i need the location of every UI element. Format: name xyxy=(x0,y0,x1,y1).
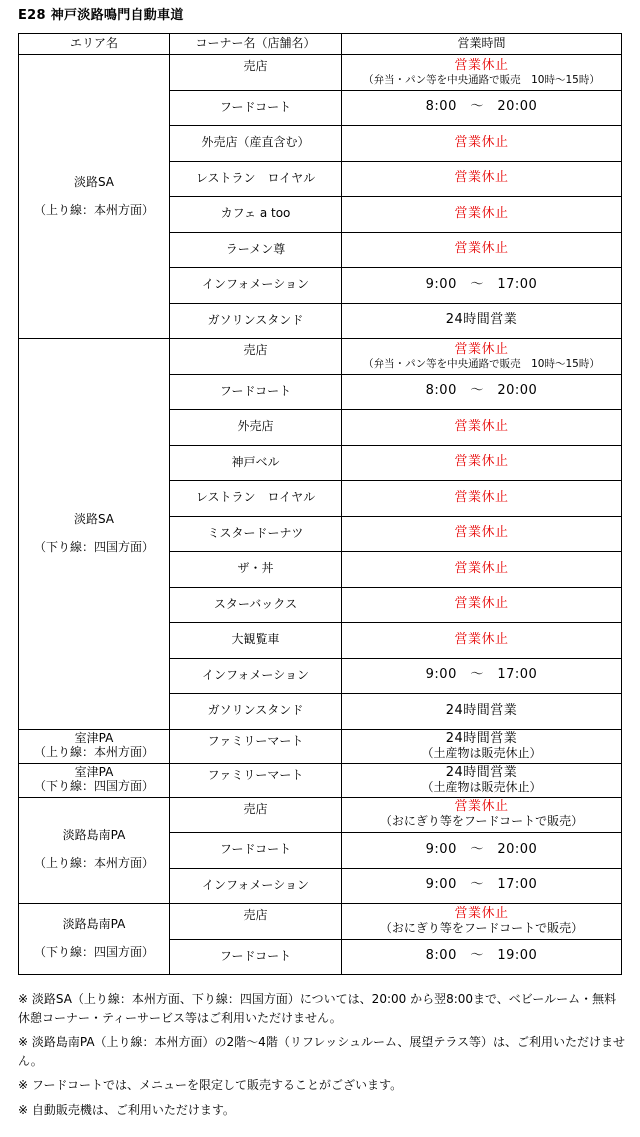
status-closed: 営業休止 xyxy=(454,57,509,73)
hours-note: （おにぎり等をフードコートで販売） xyxy=(379,920,584,935)
header-hours: 営業時間 xyxy=(342,34,622,55)
corner-cell: 神戸ベル xyxy=(170,445,342,481)
hours-text: 9:00 ～ 20:00 xyxy=(425,841,538,857)
corner-cell: ファミリーマート xyxy=(170,763,342,797)
hours-cell xyxy=(342,904,622,940)
corner-cell: 売店 xyxy=(170,55,342,91)
table-row xyxy=(19,55,622,91)
page-title: E28 神戸淡路鳴門自動車道 xyxy=(18,8,184,23)
area-name: 淡路島南PA xyxy=(62,828,126,843)
corner-cell: ガソリンスタンド xyxy=(170,303,342,339)
status-closed: 営業休止 xyxy=(454,489,509,505)
hours-cell xyxy=(342,339,622,375)
table-row xyxy=(19,904,622,940)
table-row xyxy=(19,763,622,797)
area-gap xyxy=(19,527,169,541)
corner-cell: 外売店（産直含む） xyxy=(170,126,342,162)
hours-text: 8:00 ～ 20:00 xyxy=(425,383,538,399)
corner-cell: フードコート xyxy=(170,374,342,410)
area-direction: （下り線：四国方面） xyxy=(33,779,154,793)
corner-cell: 売店 xyxy=(170,797,342,833)
status-closed: 営業休止 xyxy=(454,905,509,921)
corner-cell: ザ・丼 xyxy=(170,552,342,588)
area-direction: （上り線：本州方面） xyxy=(33,856,154,871)
corner-cell: 大観覧車 xyxy=(170,623,342,659)
hours-cell xyxy=(342,939,622,975)
hours-cell xyxy=(342,410,622,446)
area-cell xyxy=(19,55,170,339)
hours-text: 8:00 ～ 20:00 xyxy=(425,99,538,115)
hours-text: 24時間営業 xyxy=(445,702,518,718)
hours-table xyxy=(18,33,622,975)
hours-note: （土産物は販売休止） xyxy=(421,745,542,760)
hours-text: 9:00 ～ 17:00 xyxy=(425,667,538,683)
hours-cell xyxy=(342,833,622,869)
corner-cell: インフォメーション xyxy=(170,868,342,904)
hours-cell xyxy=(342,481,622,517)
hours-cell xyxy=(342,232,622,268)
area-cell xyxy=(19,729,170,763)
corner-cell: フードコート xyxy=(170,90,342,126)
corner-cell: レストラン ロイヤル xyxy=(170,481,342,517)
hours-note: （弁当・パン等を中央通路で販売 10時～15時） xyxy=(363,357,600,370)
status-closed: 営業休止 xyxy=(454,170,509,186)
hours-cell xyxy=(342,658,622,694)
area-name: 室津PA xyxy=(74,765,114,780)
hours-cell xyxy=(342,126,622,162)
area-name: 淡路SA xyxy=(73,511,115,526)
hours-cell xyxy=(342,694,622,730)
corner-cell: ラーメン尊 xyxy=(170,232,342,268)
area-direction: （下り線：四国方面） xyxy=(33,945,154,959)
notes xyxy=(18,990,628,1126)
area-cell xyxy=(19,797,170,904)
corner-cell: ガソリンスタンド xyxy=(170,694,342,730)
hours-cell xyxy=(342,197,622,233)
area-gap xyxy=(19,190,169,204)
corner-cell: フードコート xyxy=(170,939,342,975)
note-3: ※ フードコートでは、メニューを限定して販売することがございます。 xyxy=(18,1078,403,1093)
area-cell xyxy=(19,763,170,797)
area-name: 淡路島南PA xyxy=(62,917,126,932)
hours-text: 24時間営業 xyxy=(445,730,518,746)
header-area: エリア名 xyxy=(19,34,170,55)
corner-cell: ミスタードーナツ xyxy=(170,516,342,552)
hours-text: 9:00 ～ 17:00 xyxy=(425,877,538,893)
hours-cell xyxy=(342,90,622,126)
corner-cell: スターバックス xyxy=(170,587,342,623)
hours-note: （おにぎり等をフードコートで販売） xyxy=(379,814,584,829)
corner-cell: レストラン ロイヤル xyxy=(170,161,342,197)
area-name: 室津PA xyxy=(74,731,114,746)
hours-cell xyxy=(342,868,622,904)
status-closed: 営業休止 xyxy=(454,525,509,541)
hours-cell xyxy=(342,729,622,763)
hours-text: 9:00 ～ 17:00 xyxy=(425,276,538,292)
area-cell xyxy=(19,904,170,975)
status-closed: 営業休止 xyxy=(454,205,509,221)
status-closed: 営業休止 xyxy=(454,134,509,150)
status-closed: 営業休止 xyxy=(454,241,509,257)
hours-cell xyxy=(342,161,622,197)
table-row xyxy=(19,729,622,763)
hours-cell xyxy=(342,374,622,410)
area-direction: （上り線：本州方面） xyxy=(33,202,154,217)
corner-cell: ファミリーマート xyxy=(170,729,342,763)
status-closed: 営業休止 xyxy=(454,341,509,357)
status-closed: 営業休止 xyxy=(454,631,509,647)
hours-text: 8:00 ～ 19:00 xyxy=(425,948,538,964)
hours-text: 24時間営業 xyxy=(445,312,518,328)
hours-text: 24時間営業 xyxy=(445,764,518,780)
corner-cell: 外売店 xyxy=(170,410,342,446)
table-body xyxy=(19,55,622,975)
area-direction: （上り線：本州方面） xyxy=(33,745,154,759)
hours-cell xyxy=(342,445,622,481)
corner-cell: 売店 xyxy=(170,339,342,375)
hours-cell xyxy=(342,268,622,304)
status-closed: 営業休止 xyxy=(454,560,509,576)
status-closed: 営業休止 xyxy=(454,454,509,470)
area-cell xyxy=(19,339,170,730)
hours-cell xyxy=(342,55,622,91)
header-corner: コーナー名（店舗名） xyxy=(170,34,342,55)
corner-cell: フードコート xyxy=(170,833,342,869)
hours-cell xyxy=(342,587,622,623)
hours-cell xyxy=(342,623,622,659)
hours-cell xyxy=(342,552,622,588)
corner-cell: インフォメーション xyxy=(170,268,342,304)
table-header-row xyxy=(19,34,622,55)
status-closed: 営業休止 xyxy=(454,799,509,815)
corner-cell: インフォメーション xyxy=(170,658,342,694)
table-row xyxy=(19,797,622,833)
hours-cell xyxy=(342,516,622,552)
status-closed: 営業休止 xyxy=(454,596,509,612)
corner-cell: 売店 xyxy=(170,904,342,940)
area-gap xyxy=(19,932,169,946)
area-direction: （下り線：四国方面） xyxy=(33,539,154,554)
table-row xyxy=(19,339,622,375)
hours-cell xyxy=(342,763,622,797)
corner-cell: カフェ a too xyxy=(170,197,342,233)
hours-cell xyxy=(342,303,622,339)
hours-cell xyxy=(342,797,622,833)
note-1: ※ 淡路SA（上り線：本州方面、下り線：四国方面）については、20:00 から翌8:00まで、ベビールーム・無料休憩コーナー・ティーサービス等はご利用いただけません。 xyxy=(18,992,617,1025)
note-4: ※ 自動販売機は、ご利用いただけます。 xyxy=(18,1102,235,1117)
note-2: ※ 淡路島南PA（上り線：本州方面）の2階～4階（リフレッシュルーム、展望テラス等）は、ご利用いただけません。 xyxy=(18,1035,625,1068)
area-name: 淡路SA xyxy=(73,174,115,189)
status-closed: 営業休止 xyxy=(454,418,509,434)
hours-note: （土産物は販売休止） xyxy=(421,779,542,794)
hours-note: （弁当・パン等を中央通路で販売 10時～15時） xyxy=(363,73,600,86)
